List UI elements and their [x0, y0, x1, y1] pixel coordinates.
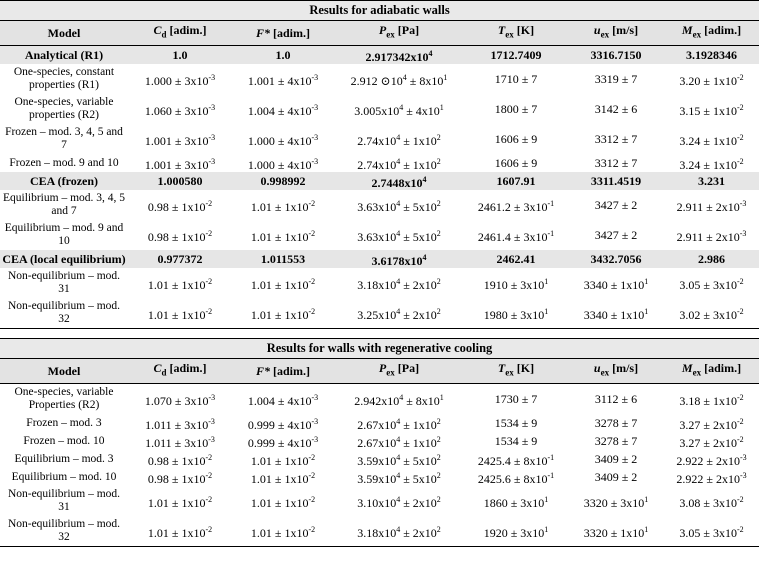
value-cell: $3.20 \pm 1x10^{-2}$ [679, 72, 744, 88]
value-cell: $3.24 \pm 1x10^{-2}$ [679, 132, 744, 148]
value-cell: 1534 ± 9 [494, 415, 538, 430]
section-title: Results for walls with regenerative cooling [0, 339, 759, 359]
value-cell: $3.02 \pm 3x10^{-2}$ [664, 298, 759, 329]
table-row [0, 190, 759, 220]
table-row [0, 450, 759, 468]
model-name-cell: Analytical (R1) [0, 46, 128, 65]
value-cell: 3312 ± 7 [594, 155, 638, 170]
column-header: $P_{ex}$ [Pa] [334, 21, 464, 46]
value-cell: $3340 \pm 1x10^1$ [568, 298, 664, 329]
column-header: Model [0, 21, 128, 46]
value-cell: $1.01 \pm 1x10^{-2}$ [250, 198, 316, 214]
value-cell: $3.005x10^4 \pm 4x10^1$ [354, 102, 444, 118]
column-header: $u_{ex}$ [m/s] [568, 359, 664, 384]
value-cell: $1980 \pm 3x10^1$ [464, 298, 568, 329]
value-cell: $1.001 \pm 3x10^{-3}$ [144, 132, 216, 148]
value-cell: $1860 \pm 3x10^1$ [483, 494, 549, 510]
header-row [0, 21, 759, 46]
model-name-cell: Frozen – mod. 9 and 10 [9, 156, 119, 169]
value-cell: $2.74x10^4 \pm 1x10^2$ [357, 132, 441, 148]
model-name-cell: Non-equilibrium – mod. 32 [0, 516, 128, 547]
value-cell: $2.917342x10^4$ [334, 46, 464, 65]
value-cell: $0.98 \pm 1x10^{-2}$ [147, 198, 213, 214]
model-name-cell: Frozen – mod. 3 [26, 416, 102, 429]
value-cell: 2462.41 [464, 250, 568, 268]
value-cell: $1.001 \pm 3x10^{-3}$ [144, 156, 216, 172]
value-cell: $3.05 \pm 3x10^{-2}$ [679, 276, 744, 292]
value-cell: $1.01 \pm 1x10^{-2}$ [250, 228, 316, 244]
value-cell: $0.98 \pm 1x10^{-2}$ [147, 228, 213, 244]
model-name-cell: Equilibrium – mod. 3 [14, 452, 114, 465]
value-cell: $3.18x10^4 \pm 2x10^2$ [334, 516, 464, 547]
value-cell: $1.01 \pm 1x10^{-2}$ [147, 494, 213, 510]
value-cell: $1.004 \pm 4x10^{-3}$ [247, 102, 319, 118]
value-cell: 3311.4519 [568, 172, 664, 190]
value-cell: $3.6178x10^4$ [334, 250, 464, 268]
value-cell: 3278 ± 7 [594, 415, 638, 430]
model-name-cell: Frozen – mod. 10 [23, 434, 105, 447]
value-cell: $1.01 \pm 1x10^{-2}$ [250, 470, 316, 486]
value-cell: 3312 ± 7 [594, 131, 638, 146]
value-cell: 1606 ± 9 [494, 131, 538, 146]
value-cell: $1.011 \pm 3x10^{-3}$ [145, 434, 215, 450]
model-name-cell: CEA (local equilibrium) [0, 250, 128, 268]
value-cell: $2.67x10^4 \pm 1x10^2$ [357, 416, 441, 432]
value-cell: $1.001 \pm 4x10^{-3}$ [247, 72, 319, 88]
value-cell: $3340 \pm 1x10^1$ [583, 276, 649, 292]
model-name-cell: One-species, variable Properties (R2) [14, 386, 114, 411]
value-cell: $0.999 \pm 4x10^{-3}$ [247, 416, 319, 432]
value-cell: 3278 ± 7 [594, 433, 638, 448]
value-cell: $1.01 \pm 1x10^{-2}$ [232, 516, 334, 547]
value-cell: $1.01 \pm 1x10^{-2}$ [232, 298, 334, 329]
value-cell: $2.911 \pm 2x10^{-3}$ [676, 228, 747, 244]
column-header: $M_{ex}$ [adim.] [664, 359, 759, 384]
model-name-cell: Non-equilibrium – mod. 31 [7, 488, 121, 513]
value-cell: 1800 ± 7 [494, 101, 538, 116]
value-cell: 0.977372 [128, 250, 232, 268]
value-cell: $1.000 \pm 4x10^{-3}$ [247, 132, 319, 148]
model-name-cell: Non-equilibrium – mod. 31 [7, 270, 121, 295]
value-cell: 3409 ± 2 [594, 469, 638, 484]
table-row [0, 414, 759, 432]
value-cell: $1.004 \pm 4x10^{-3}$ [247, 392, 319, 408]
value-cell: 3112 ± 6 [594, 391, 638, 406]
value-cell: 3409 ± 2 [594, 451, 638, 466]
value-cell: $1.000 \pm 3x10^{-3}$ [144, 72, 216, 88]
value-cell: $2.942x10^4 \pm 8x10^1$ [354, 392, 444, 408]
value-cell: 1710 ± 7 [494, 71, 538, 86]
section-title: Results for adiabatic walls [0, 1, 759, 21]
model-name-cell: Equilibrium – mod. 10 [11, 470, 117, 483]
column-header: $u_{ex}$ [m/s] [568, 21, 664, 46]
value-cell: $2461.4 \pm 3x10^{-1}$ [477, 228, 555, 244]
model-name-cell: Frozen – mod. 3, 4, 5 and 7 [5, 126, 123, 151]
value-cell: $3.05 \pm 3x10^{-2}$ [664, 516, 759, 547]
value-cell: 2.912 $⊙10^4 \pm 8x10^1$ [350, 72, 448, 88]
table-row [0, 154, 759, 172]
column-header: F* [adim.] [232, 21, 334, 46]
value-cell: $3.27 \pm 2x10^{-2}$ [679, 434, 744, 450]
value-cell: 1.0 [232, 46, 334, 65]
value-cell: 3319 ± 7 [594, 71, 638, 86]
value-cell: $2.7448x10^4$ [334, 172, 464, 190]
value-cell: $2461.2 \pm 3x10^{-1}$ [477, 198, 555, 214]
value-cell: $3.27 \pm 2x10^{-2}$ [679, 416, 744, 432]
value-cell: 3.1928346 [664, 46, 759, 65]
table-row [0, 516, 759, 547]
table-row [0, 220, 759, 250]
value-cell: 0.998992 [232, 172, 334, 190]
value-cell: $3.18 \pm 1x10^{-2}$ [679, 392, 744, 408]
value-cell: $3.59x10^4 \pm 5x10^2$ [357, 470, 441, 486]
column-header: $M_{ex}$ [adim.] [664, 21, 759, 46]
table-row [0, 432, 759, 450]
column-header: $C_d$ [adim.] [128, 21, 232, 46]
value-cell: 1607.91 [464, 172, 568, 190]
value-cell: $3.24 \pm 1x10^{-2}$ [679, 156, 744, 172]
value-cell: $1.01 \pm 1x10^{-2}$ [147, 276, 213, 292]
value-cell: 1712.7409 [464, 46, 568, 65]
value-cell: $2.67x10^4 \pm 1x10^2$ [357, 434, 441, 450]
value-cell: $1.000 \pm 4x10^{-3}$ [247, 156, 319, 172]
model-name-cell: One-species, variable properties (R2) [14, 96, 114, 121]
value-cell: $1920 \pm 3x10^1$ [464, 516, 568, 547]
value-cell: 1.000580 [128, 172, 232, 190]
table-row [0, 94, 759, 124]
value-cell: $1.01 \pm 1x10^{-2}$ [250, 494, 316, 510]
model-name-cell: Non-equilibrium – mod. 32 [0, 298, 128, 329]
value-cell: $3320 \pm 1x10^1$ [568, 516, 664, 547]
value-cell: $3.63x10^4 \pm 5x10^2$ [357, 198, 441, 214]
section-title-row [0, 1, 759, 21]
value-cell: $3.15 \pm 1x10^{-2}$ [679, 102, 744, 118]
column-header: F* [adim.] [232, 359, 334, 384]
value-cell: $3.10x10^4 \pm 2x10^2$ [357, 494, 441, 510]
value-cell: $0.98 \pm 1x10^{-2}$ [147, 470, 213, 486]
table-row [0, 172, 759, 190]
value-cell: 3142 ± 6 [594, 101, 638, 116]
value-cell: $1.011 \pm 3x10^{-3}$ [145, 416, 215, 432]
header-row [0, 359, 759, 384]
model-name-cell: One-species, constant properties (R1) [13, 66, 115, 91]
table-row [0, 268, 759, 298]
value-cell: 3432.7056 [568, 250, 664, 268]
model-name-cell: Equilibrium – mod. 3, 4, 5 and 7 [2, 192, 126, 217]
column-header: $C_d$ [adim.] [128, 359, 232, 384]
table-row [0, 250, 759, 268]
value-cell: $1.060 \pm 3x10^{-3}$ [144, 102, 216, 118]
table-row [0, 46, 759, 65]
value-cell: 3427 ± 2 [594, 227, 638, 242]
table-row [0, 124, 759, 154]
value-cell: $2425.6 \pm 8x10^{-1}$ [477, 470, 555, 486]
value-cell: $3.25x10^4 \pm 2x10^2$ [334, 298, 464, 329]
value-cell: $0.98 \pm 1x10^{-2}$ [147, 452, 213, 468]
model-name-cell: Equilibrium – mod. 9 and 10 [4, 222, 124, 247]
value-cell: 1.0 [128, 46, 232, 65]
value-cell: $0.999 \pm 4x10^{-3}$ [247, 434, 319, 450]
table-row [0, 468, 759, 486]
value-cell: $1910 \pm 3x10^1$ [483, 276, 549, 292]
value-cell: 2.986 [664, 250, 759, 268]
table-row [0, 64, 759, 94]
value-cell: $3.63x10^4 \pm 5x10^2$ [357, 228, 441, 244]
value-cell: $3.59x10^4 \pm 5x10^2$ [357, 452, 441, 468]
value-cell: 1534 ± 9 [494, 433, 538, 448]
section-title-row [0, 339, 759, 359]
value-cell: $1.01 \pm 1x10^{-2}$ [128, 298, 232, 329]
value-cell: 3.231 [664, 172, 759, 190]
value-cell: 1606 ± 9 [494, 155, 538, 170]
value-cell: $1.01 \pm 1x10^{-2}$ [128, 516, 232, 547]
column-header: $T_{ex}$ [K] [464, 359, 568, 384]
value-cell: 1730 ± 7 [494, 391, 538, 406]
table-row [0, 298, 759, 329]
column-header: Model [0, 359, 128, 384]
value-cell: $3320 \pm 3x10^1$ [583, 494, 649, 510]
value-cell: 3427 ± 2 [594, 197, 638, 212]
value-cell: $2425.4 \pm 8x10^{-1}$ [477, 452, 555, 468]
table-row [0, 486, 759, 516]
column-header: $T_{ex}$ [K] [464, 21, 568, 46]
value-cell: $2.911 \pm 2x10^{-3}$ [676, 198, 747, 214]
value-cell: $3.08 \pm 3x10^{-2}$ [679, 494, 744, 510]
value-cell: 1.011553 [232, 250, 334, 268]
value-cell: $1.070 \pm 3x10^{-3}$ [144, 392, 216, 408]
table-row [0, 384, 759, 415]
model-name-cell: CEA (frozen) [0, 172, 128, 190]
value-cell: $2.74x10^4 \pm 1x10^2$ [357, 156, 441, 172]
value-cell: $3.18x10^4 \pm 2x10^2$ [357, 276, 441, 292]
value-cell: $2.922 \pm 2x10^{-3}$ [676, 470, 747, 486]
column-header: $P_{ex}$ [Pa] [334, 359, 464, 384]
value-cell: 3316.7150 [568, 46, 664, 65]
value-cell: $2.922 \pm 2x10^{-3}$ [676, 452, 747, 468]
value-cell: $1.01 \pm 1x10^{-2}$ [250, 276, 316, 292]
value-cell: $1.01 \pm 1x10^{-2}$ [250, 452, 316, 468]
